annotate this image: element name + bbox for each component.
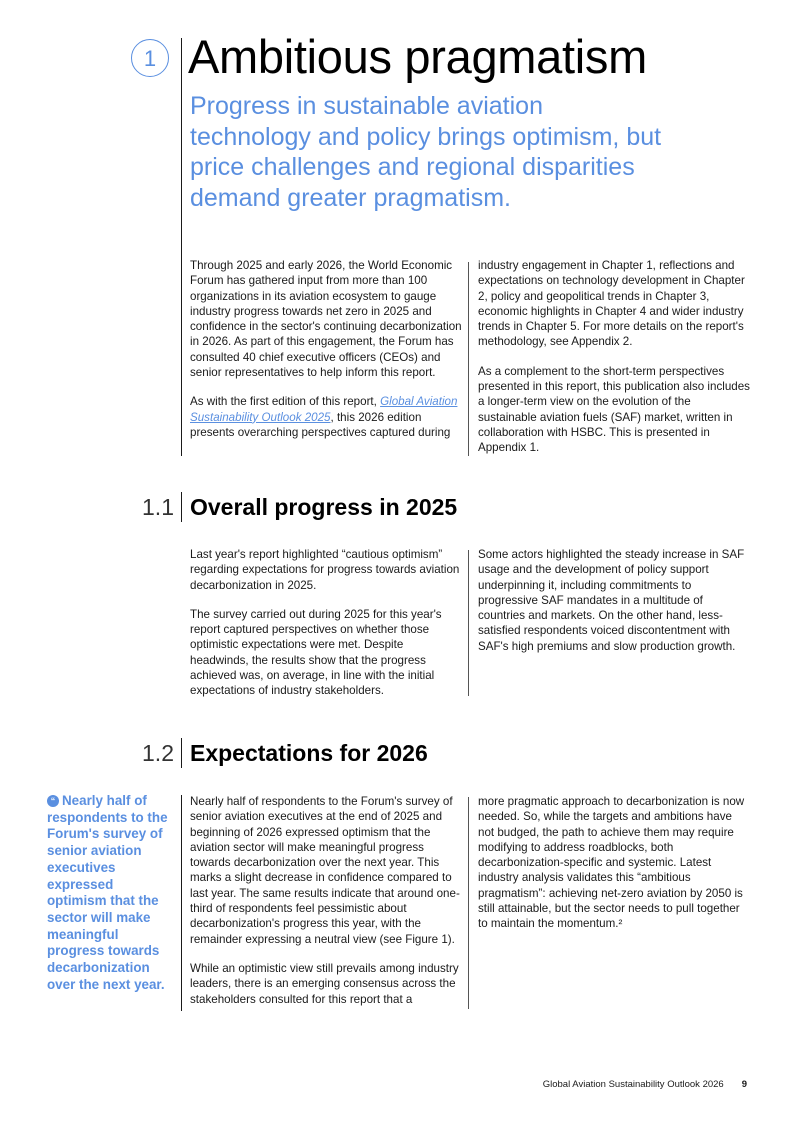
intro-paragraph-2 — [190, 394, 462, 440]
section-1-2-right-column — [478, 794, 750, 932]
pull-quote — [47, 793, 175, 993]
chapter-divider-line — [181, 38, 182, 456]
section-1-1-right-column — [478, 547, 750, 654]
s12-paragraph-2: While an optimistic view still prevails among industry leaders, there is an emerging consensus across the stakeholders consulted for this report that a — [190, 961, 459, 1006]
intro-p2-text: As with the first edition of this report, — [190, 395, 381, 409]
pull-quote-divider — [181, 795, 182, 1011]
section-1-2-left-column — [190, 794, 462, 1007]
section-1-2-divider — [181, 738, 182, 768]
intro-paragraph-1: Through 2025 and early 2026, the World Economic Forum has gathered input from more than 100 organizations in its aviation ecosystem to gauge industry progress towards net zero in 2025 and confidence in the sector's continuing decarbonization in 2026. As part of this engagement, the Forum has consulted 40 chief executive officers (CEOs) and senior representatives to help inform this report. — [190, 259, 462, 380]
s12-column-separator — [468, 797, 469, 1009]
intro-paragraph-3: industry engagement in Chapter 1, reflections and expectations on technology development in Chapter 2, policy and geopolitical trends in Chapter 3, economic highlights in Chapter 4 and wider industry trends in Chapter 5. For more details on the report's methodology, see Appendix 2. — [478, 259, 745, 349]
section-1-1-left-column — [190, 547, 462, 699]
s11-column-separator — [468, 550, 469, 696]
intro-p2-text-end: , this 2026 edition presents overarching perspectives captured during — [190, 410, 451, 439]
page-footer — [543, 1079, 747, 1090]
s12-paragraph-3: more pragmatic approach to decarbonization is now needed. So, while the targets and ambitions have not budged, the path to achieve them may require modifying to address roadblocks, both decarbonization-specific and systemic. Latest industry analysis validates this “ambitious pragmatism”: achieving net-zero aviation by 2050 is still attainable, but the sector needs to pull together to maintain the momentum.² — [478, 795, 745, 931]
section-1-1-title: Overall progress in 2025 — [190, 494, 458, 520]
section-1-2-number: 1.2 — [142, 740, 174, 766]
gaso-2025-link[interactable]: Global Aviation Sustainability Outlook 2025 — [190, 395, 458, 424]
chapter-title: Ambitious pragmatism — [188, 30, 647, 83]
chapter-number-badge: 1 — [131, 39, 169, 77]
s11-paragraph-2: The survey carried out during 2025 for this year's report captured perspectives on whether those optimistic expectations were met. Despite headwinds, the results show that the progress achieved was, on average, in line with the initial expectations of industry stakeholders. — [190, 607, 442, 698]
page-number: 9 — [741, 1079, 747, 1090]
quote-icon: “ — [47, 795, 59, 807]
pull-quote-text: Nearly half of respondents to the Forum's survey of senior aviation executives expressed optimism that the sector will make meaningful progress towards decarbonization over the next year. — [47, 793, 168, 992]
section-1-1-number: 1.1 — [142, 494, 174, 520]
section-1-1-divider — [181, 492, 182, 522]
chapter-subtitle: Progress in sustainable aviation technology and policy brings optimism, but price challenges and regional disparities demand greater pragmatism. — [190, 92, 662, 212]
s12-paragraph-1: Nearly half of respondents to the Forum's survey of senior aviation executives at the end of 2025 and beginning of 2026 expressed optimism that the aviation sector will make meaningful progress towards decarbonization over the next year. This marks a slight decrease in confidence compared to last year. The same results indicate that around one-third of respondents feel pessimistic about decarbonization's progress this year, with the remainder expressing a neutral view (see Figure 1). — [190, 795, 460, 946]
intro-column-separator — [468, 262, 469, 456]
s11-paragraph-3: Some actors highlighted the steady increase in SAF usage and the development of policy support underpinning it, including commitments to progressive SAF mandates in a multitude of countries and markets. On the other hand, less-satisfied respondents voiced discontentment with SAF's high premiums and slow production growth. — [478, 548, 745, 653]
intro-paragraph-4: As a complement to the short-term perspectives presented in this report, this publication also includes a longer-term view on the evolution of the sustainable aviation fuels (SAF) market, written in collaboration with HSBC. This is presented in Appendix 1. — [478, 364, 750, 455]
s11-paragraph-1: Last year's report highlighted “cautious optimism” regarding expectations for progress towards aviation decarbonization in 2025. — [190, 548, 460, 592]
section-1-2-title: Expectations for 2026 — [190, 740, 428, 766]
intro-right-column — [478, 258, 750, 456]
footer-publication-title: Global Aviation Sustainability Outlook 2026 — [542, 1079, 724, 1090]
intro-left-column — [190, 258, 462, 440]
